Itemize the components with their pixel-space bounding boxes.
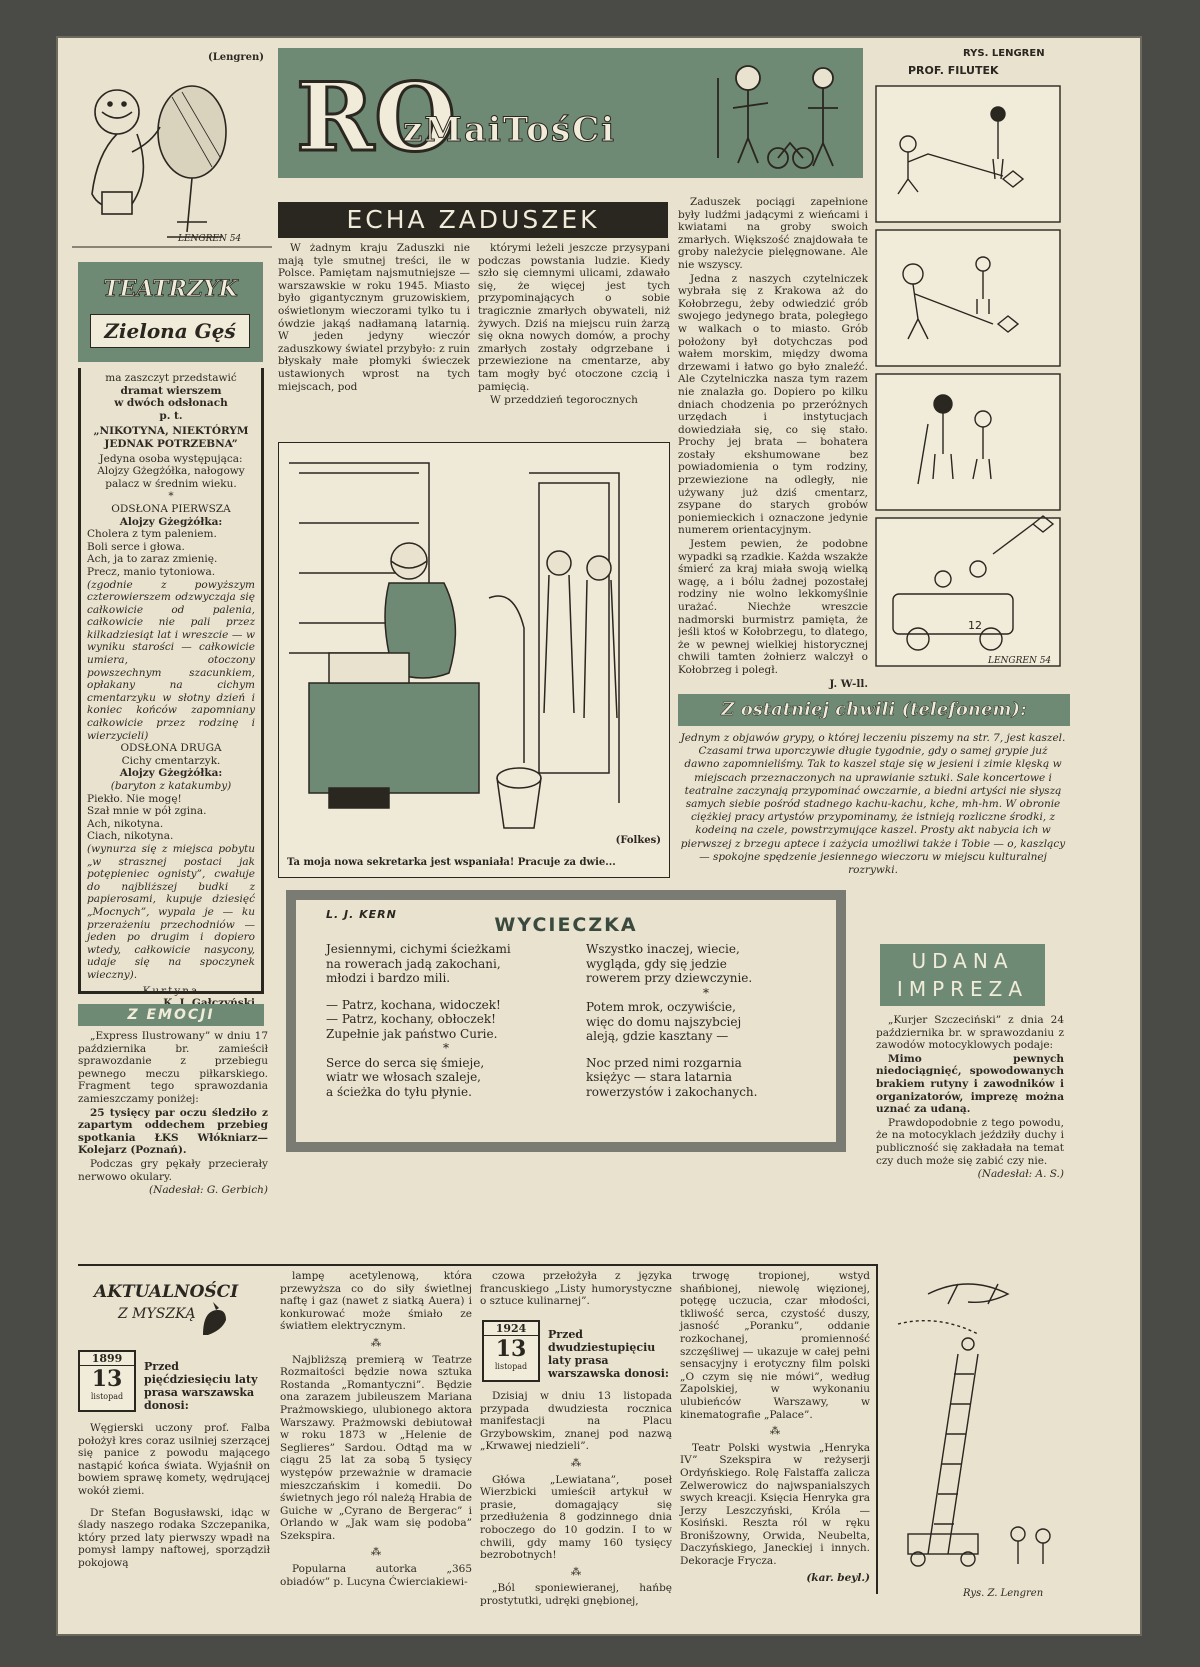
ostatniej-title: Z ostatniej chwili (telefonem): [678,694,1070,726]
signature-lengren-2: LENGREN 54 [988,656,1052,666]
teatrzyk-star: * [168,490,174,503]
poem-line: aleją, gdzie kasztany — [586,1029,729,1043]
teatrzyk-act2: ODSŁONA DRUGA [120,742,222,755]
teatrzyk-act1: ODSŁONA PIERWSZA [111,502,231,515]
udana-title-1: UDANA [911,949,1014,973]
teatrzyk-act2-sub: Cichy cmentarzyk. [121,754,221,767]
poem-star: * [443,1041,449,1055]
aktualnosci-c4b: Teatr Polski wystwia „Henryka IV” Szekspira w reżyserji Ordyńskiego. Rolę Falstaffa zalicza Zelwerowicz do najwspanialszych swych kreacji. Księcia Henryka gra Jerzy Leszczyński, Króla — Kosiński. Reszta ról w ręku Bronišzowny, Orwida, Neubelta, Daczyńskiego, Janeckiej i innych. Dekoracje Frycza. [680,1441,870,1568]
aktualnosci-c2c: Popularna autorka „365 obiadów” p. Lucyna Ćwierciakiewi- [280,1563,472,1588]
wycieczka-col2 [586,942,826,1099]
ostatniej-text: Jednym z objawów grypy, o której leczeniu piszemy na str. 7, jest kaszel. Czasami trwa uporczywie długie tygodnie, gdy o samej grypie już dawno zapomnieliśmy. Tak to kaszel staje się w jesieni i zimie klęską w miejscach przeznaczonych na uprawianie sztuki. Sale koncertowe i teatralne zaczynają przypominać owczarnie, a biedni artyści nie słyszą samych siebie pośród stadnego kachu-kachu, kche, mh-hm. W obronie ciężkiej pracy artystów przypominamy, że istnieją rozliczne środki, z kodeiną na czele, powstrzymujące kaszel. Prosty akt nabycia ich w pierwszej z brzegu aptece i zażycia umożliwi także i Tobie — o, kaszlący — spokojne spędzenie jesiennego wieczoru w miejscu kulturalnej rozrywki. [680,732,1066,877]
aktualnosci-col4: trwogę tropionej, wstyd shańbionej, niewolę więzionej, potęgę uczucia, czar młodości, tkliwość serca, czystość duszy, jasność „Poranku”, oddanie rozkochanej, promienność szczęśliwej — ukazuje w całej pełni sensacyjny i erotyczny film polski „O czym się nie mówi”, według Zapolskiej, w wykonaniu ulubieńców Warszawy, w kinematografie „Palace”. ⁂ Teatr Polski wystwia „Henryka IV” Szekspira w reżyserji Ordyńskiego. Rolę Falstaffa zalicza Zelwerowicz do najwspanialszych swych kreacji. Księcia Henryka gra Jerzy Leszczyński, Króla — Kosiński. Reszta ról w ręku Bronišzowny, Orwida, Neubelta, Daczyńskiego, Janeckiej i innych. Dekoracje Frycza. (kar. beyl.) [680,1270,870,1584]
teatrzyk-title: TEATRZYK [103,276,238,302]
emocji-signature: (Nadesłał: G. Gerbich) [149,1184,268,1197]
credit-z-lengren: Rys. Z. Lengren [963,1588,1044,1599]
cartoon-caption: Ta moja nowa sekretarka jest wspaniała! Pracuje za dwie... [287,857,616,868]
aktualnosci-p1: Węgierski uczony prof. Falba położył kres coraz usilniej szerzącej się panice z powodu mającego nastąpić końca świata. Wyjaśnił on bowiem sprawę komety, wędrującej wokół ziemi. [78,1422,270,1497]
ladder-cartoon [888,1264,1068,1584]
credit-folkes: (Folkes) [615,835,661,846]
credit-rys-lengren: RYS. LENGREN [963,48,1045,59]
poem-line: Zupełnie jak państwo Curie. [326,1026,498,1041]
echa-col3-text: Zaduszek pociągi zapełnione były ludźmi jadącymi z wieńcami i kwiatami na groby swoich zmarłych. Większość znajdowała te groby należycie pielęgnowane. Ale nie wszyscy. [678,196,868,271]
poem-line: Wszystko inaczej, wiecie, [586,942,740,956]
prof-filutek-title: PROF. FILUTEK [908,64,999,77]
echa-col2-text-b: W przeddzień tegorocznych [490,394,638,407]
date-day: 13 [495,1336,527,1362]
date-box-1899 [78,1350,136,1412]
poem-line: na rowerach jadą zakochani, [326,956,501,971]
poem-line: rowerzystów i zakochanych. [586,1084,758,1099]
poem-star: * [703,985,709,1000]
udana-banner [880,944,1045,1006]
teatrzyk-intro-3: w dwóch odsłonach [114,397,228,410]
echa-col3-text-b: Jedna z naszych czytelniczek wybrała się z Krakowa aż do Kołobrzegu, żeby odwiedzić grób swojego jedynego brata, poległego w walkach o to miasto. Grób położony był dotychczas pod wałem morskim, między dwoma drzewami i łatwo go było znaleźć. Ale Czytelniczka nasza tym razem nie znalazła go. Dopiero po kilku dniach chodzenia po przeróżnych urzędach i instytucjach dowiedziała się, co się stało. Prochy jej brata — bohatera zostały ekshumowane bez powiadomienia o tym rodziny, przewiezione na odległy, nie używany już dziś cmentarz, zsypane do starych grobów poniemieckich i oznaczone jedynie numerem orientacyjnym. [678,272,868,537]
poem-line: wiatr we włosach szaleje, [326,1070,481,1084]
verse1-line1: Cholera z tym paleniem. [87,528,217,541]
newspaper-page [56,36,1142,1636]
emocji-after: Podczas gry pękały przecierały nerwowo okulary. [78,1157,268,1183]
aktualnosci-c3d: „Ból sponiewieranej, hańbę prostytutki, udręki gnębionej, [480,1582,672,1607]
date-year: 1924 [484,1322,538,1336]
echa-signature: J. W-ll. [829,677,868,690]
teatrzyk-intro-1: ma zaszczyt przedstawić [105,372,237,384]
teatrzyk-intro-2: dramat wierszem [120,384,222,397]
poem-line: a ścieżka do tyłu płynie. [326,1084,472,1099]
poem-line: więc do domu najszybciej [586,1014,742,1029]
aktualnosci-c3a: czowa przełożyła z języka francuskiego „Listy humorystyczne o sztuce kulinarnej”. [480,1270,672,1308]
emocji-quote: 25 tysięcy par oczu śledziło z zapartym oddechem przebieg spotkania ŁKS Włókniarz—Kolejarz (Poznań). [78,1106,268,1157]
date-box-1924 [482,1320,540,1382]
poem-line: wygląda, gdy się jedzie [586,956,727,971]
date-head-1899: Przed pięćdziesięciu laty prasa warszawska donosi: [144,1360,258,1412]
wycieczka-author: L. J. KERN [326,908,397,921]
wycieczka-box [286,890,846,1152]
filutek-strip [873,84,1063,672]
teatrzyk-intro-4: p. t. [159,409,183,422]
udana-after: Prawdopodobnie z tego powodu, że na motocyklach jeździły duchy i publiczność się zakładała na temat czy duch może się zabić czy nie. [876,1116,1064,1167]
poem-line: Serce do serca się śmieje, [326,1055,485,1070]
folkes-cartoon [278,442,670,878]
teatrzyk-stage1: (zgodnie z powyższym czterowierszem odzwyczaja się całkowicie od palenia, całkowicie nie pali przez kilkadziesiąt lat i wreszcie — w wyniku starości — całkowicie umiera, otoczony powszechnym szacunkiem, opłakany na cichym cmentarzyku w słotny dzień i koniec końców zapomniany całkowicie przez rodzinę i wierzycieli) [87,578,255,742]
aktualnosci-col1 [78,1422,270,1571]
udana-title-2: IMPREZA [896,977,1029,1001]
signature-lengren: LENGREN 54 [178,234,242,244]
date-head-1924: Przed dwudziestupięciu laty prasa warszawska donosi: [548,1328,669,1380]
teatrzyk-curtain: Kurtyna [142,984,200,997]
verse2-line4: Ciach, nikotyna. [87,830,174,843]
verse1-line4: Precz, manio tytoniowa. [87,565,216,578]
masthead-ro: RO [296,63,457,173]
emocji-title: Z EMOCJI [78,1004,264,1026]
teatrzyk-banner [78,262,263,362]
echa-col1-text: W żadnym kraju Zaduszki nie mają tyle smutnej treści, ile w Polsce. Pamiętam najsmutniejsze — warszawskie w roku 1945. Miasto było gigantycznym gruzowiskiem, oświetlonym wieczorami tylko tu i ówdzie jakąś nadłamaną latarnią. W jeden jedyny wieczór zaduszkowy światel przybyło: z ruin błyskały małe płomyki świeczek ustawionych wprost na tych miejscach, pod [278,242,470,393]
aktualnosci-c4a: trwogę tropionej, wstyd shańbionej, niewolę więzionej, potęgę uczucia, czar młodości, tkliwość serca, czystość duszy, jasność „Poranku”, oddanie rozkochanej, promienność szczęśliwej — ukazuje w całej pełni sensacyjny i erotyczny film polski „O czym się nie mówi”, według Zapolskiej, w wykonaniu ulubieńców Warszawy, w kinematografie „Palace”. [680,1270,870,1421]
aktualnosci-col3b: Dzisiaj w dniu 13 listopada przypada dwudziesta rocznica manifestacji na Placu Grzybowskim, znanej pod nazwą „Krwawej niedzieli”. ⁂ Główa „Lewiatana”, poseł Wierzbicki umieścił artykuł w prasie, domagający się przedłużenia 8 godzinnego dnia roboczego do 10 godzin. I to w chwili, gdy mamy 160 tysięcy bezrobotnych! ⁂ „Ból sponiewieranej, hańbę prostytutki, udręki gnębionej, [480,1390,672,1607]
udana-signature: (Nadesłał: A. S.) [977,1168,1064,1181]
aktualnosci-c3c: Główa „Lewiatana”, poseł Wierzbicki umieścił artykuł w prasie, domagający się przedłużenia 8 godzinnego dnia roboczego do 10 godzin. I to w chwili, gdy mamy 160 tysięcy bezrobotnych! [480,1473,672,1562]
aktualnosci-c2b: Najbliższą premierą w Teatrze Rozmaitości będzie nowa sztuka Rostanda „Romantyczni”. Będzie ona zarazem jubileuszem Mariana Prażmowskiego, ulubionego aktora Warszawy. Prażmowski debiutował w roku 1873 w „Helenie de Seglieres” Sardou. Odtąd ma w ciągu 25 lat za sobą 5 tysięcy występów przeważnie w dramacie mieszczańskim i komedii. Do świetnych jego ról należą Hrabia de Guiche w „Cyrano de Bergerac” i Orlando w „Jak wam się podoba” Szekspira. [280,1353,472,1542]
teatrzyk-speaker2: Alojzy Gżegżółka: [119,767,223,780]
aktualnosci-right-rule [876,1264,878,1594]
emocji-text: „Express Ilustrowany” w dniu 17 października br. zamieścił sprawozdanie z przebiegu pewnego meczu piłkarskiego. Fragment tego sprawozdania zamieszczamy poniżej: [78,1030,268,1105]
poem-line: Noc przed nimi rozgarnia [586,1055,742,1070]
udana-text: „Kurjer Szczeciński” z dnia 24 października br. w sprawozdaniu z zawodów motocyklowych podaje: [876,1014,1064,1052]
echa-col1 [278,242,470,452]
aktualnosci-col2: lampę acetylenową, która przewyższa co do siły świetlnej naftę i gaz (nawet z siatką Auera) i konkurować może śmiało ze światłem elektrycznym. ⁂ Najbliższą premierą w Teatrze Rozmaitości będzie nowa sztuka Rostanda „Romantyczni”. Będzie ona zarazem jubileuszem Mariana Prażmowskiego, ulubionego aktora Warszawy. Prażmowski debiutował w roku 1873 w „Helenie de Seglieres” Sardou. Odtąd ma w ciągu 25 lat za sobą 5 tysięcy występów przeważnie w dramacie mieszczańskim i komedii. Do świetnych jego ról należą Hrabia de Guiche w „Cyrano de Bergerac” i Orlando w „Jak wam się podoba” Szekspira. ⁂ Popularna autorka „365 obiadów” p. Lucyna Ćwierciakiewi- [280,1270,472,1588]
teatrzyk-stage2: (baryton z katakumby) [110,780,232,792]
teatrzyk-cast: Jedyna osoba występująca: Alojzy Gżegżółka, nałogowy palacz w średnim wieku. [97,452,245,490]
date-year: 1899 [80,1352,134,1366]
verse2-line1: Piekło. Nie mogę! [87,792,182,805]
poem-line: Potem mrok, oczywiście, [586,1000,736,1014]
poem-line: księżyc — stara latarnia [586,1070,733,1084]
credit-lengren: (Lengren) [208,52,265,63]
aktualnosci-c2a: lampę acetylenową, która przewyższa co do siły świetlnej naftę i gaz (nawet z siatką Auera) i konkurować może śmiało ze światłem elektrycznym. [280,1270,472,1333]
wycieczka-title: WYCIECZKA [494,914,638,936]
wycieczka-col1 [326,942,566,1099]
verse2-line3: Ach, nikotyna. [87,817,164,830]
echa-col3-text-c: Jestem pewien, że podobne wypadki są rzadkie. Każda wszakże śmierć za kraj miała swoją wielką wagę, a i bólu żadnej pozostałej rodziny nie wolno lekkomyślnie urażać. Niechże wreszcie nadmorski burmistrz pamięta, że jeśli ktoś w Kołobrzegu, to dlatego, że w pewnej wielkiej historycznej chwili tamten żołnierz walczył o Kołobrzeg i poległ. [678,538,868,676]
udana-quote: Mimo pewnych niedociągnięć, spowodowanych brakiem rutyny i zawodników i organizatorów, imprezę można uznać za udaną. [876,1052,1064,1116]
teatrzyk-body [78,368,264,997]
teatrzyk-play-title: „NIKOTYNA, NIEKTÓRYM JEDNAK POTRZEBNA” [93,425,249,450]
echa-col2 [478,242,670,452]
date-month: listopad [90,1392,124,1401]
teatrzyk-speaker1: Alojzy Gżegżółka: [119,515,223,528]
emocji-body [78,1030,268,1197]
date-month: listopad [494,1362,528,1371]
poem-line: rowerem przy dziewczynie. [586,971,753,985]
udana-body [876,1014,1064,1181]
aktualnosci-c3b: Dzisiaj w dniu 13 listopada przypada dwudziesta rocznica manifestacji na Placu Grzybowskim, znanej pod nazwą „Krwawej niedzieli”. [480,1390,672,1453]
aktualnosci-title: AKTUALNOŚCI [94,1282,239,1302]
svg-text:12: 12 [968,619,982,632]
aktualnosci-signature: (kar. beyl.) [806,1571,870,1584]
verse2-line2: Szał mnie w pół zgina. [87,805,207,818]
echa-title: ECHA ZADUSZEK [278,202,668,238]
poem-line: — Patrz, kochany, obłoczek! [326,1012,496,1026]
teatrzyk-subtitle: Zielona Gęś [90,314,250,348]
date-day: 13 [91,1366,123,1392]
echa-col3 [678,196,868,716]
aktualnosci-p2: Dr Stefan Bogusławski, idąc w ślady naszego rodaka Szczepanika, który przed laty pierwszy wpadł na pomysł lampy naftowej, sporządził pokojową [78,1506,270,1569]
verse1-line2: Boli serce i głowa. [87,540,185,553]
echa-col2-text: którymi leżeli jeszcze przysypani podczas powstania ludzie. Kiedy szło się ciemnymi ulicami, zdawało się, że więcej jest tych przypominających o sobie tragicznie zmarłych obywateli, niż żywych. Dziś na miejscu ruin żarzą się okna nowych domów, a prochy zmarłych zostały odgrzebane i przewiezione na cmentarze, aby tam mogły być otoczone czcią i pamięcią. [478,242,670,393]
masthead-subtitle: zMaiTośCi [403,110,617,150]
aktualnosci-col3 [480,1270,672,1309]
verse1-line3: Ach, ja to zaraz zmienię. [87,553,218,566]
mouse-icon [198,1300,228,1340]
aktualnosci-top-rule [78,1264,878,1266]
poem-line: — Patrz, kochana, widoczek! [326,997,501,1012]
poem-line: młodzi i bardzo mili. [326,971,451,985]
poem-line: Jesiennymi, cichymi ścieżkami [326,942,511,956]
aktualnosci-subtitle: Z MYSZKĄ [118,1306,196,1322]
cartoon-mirror-illustration [72,72,272,262]
teatrzyk-stage3: (wynurza się z miejsca pobytu „w strasznej postaci jak potępieniec ognisty”, cwałuje do najbliższej budki z papierosami, kupuje dziesięć „Mocnych”, wypala je — ku przerażeniu przechodniów — jeden po drugim i dopiero wtedy, całkowicie nasycony, udaje się na spoczynek wieczny). [87,842,255,981]
